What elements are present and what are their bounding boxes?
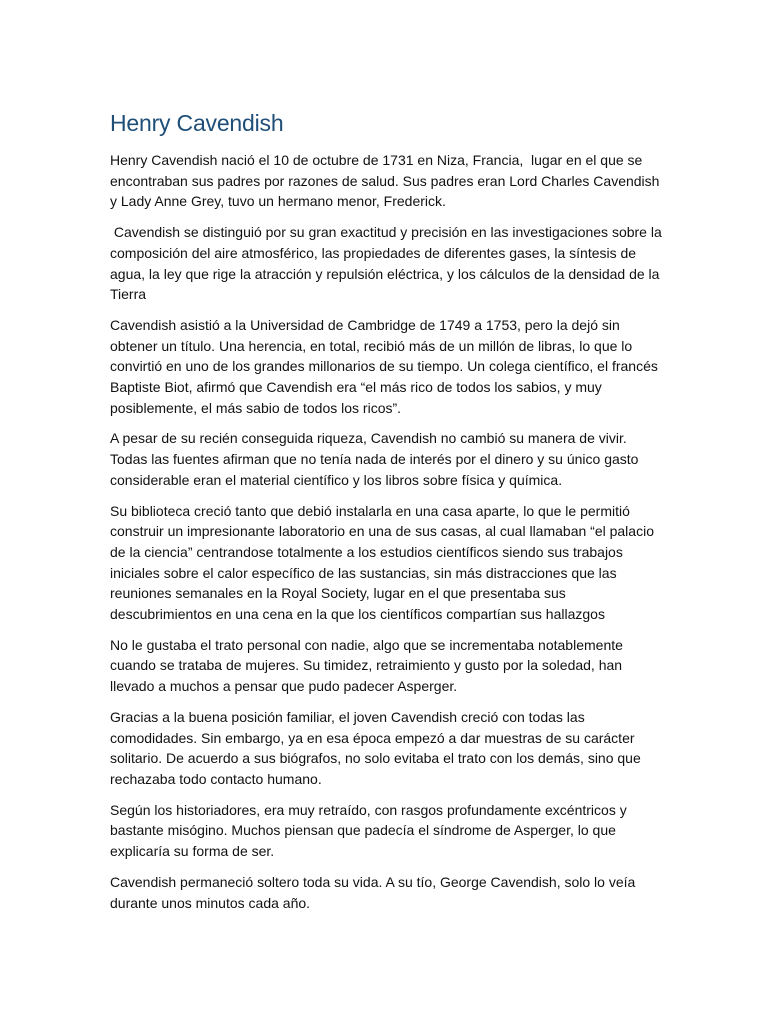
paragraph-birth: Henry Cavendish nació el 10 de octubre de 1731 en Niza, Francia, lugar en el que se encontraban sus padres por razones de salud. Sus padres eran Lord Charles Cavendish y Lady Anne Grey, tuvo un hermano menor, Frederick. <box>110 152 664 210</box>
paragraph-education: Cavendish asistió a la Universidad de Cambridge de 1749 a 1753, pero la dejó sin obtener un título. Una herencia, en total, recibió más de un millón de libras, lo que lo convirtió en uno de los grandes millonarios de su tiempo. Un colega científico, el francés Baptiste Biot, afirmó que Cavendish era “el más rico de todos los sabios, y muy posiblemente, el más sabio de todos los ricos”. <box>110 316 662 416</box>
paragraph-youth: Gracias a la buena posición familiar, el joven Cavendish creció con todas las comodidades. Sin embargo, ya en esa época empezó a dar muestras de su carácter solitario. De acuerdo a sus biógrafos, no solo evitaba el trato con los demás, sino que rechazaba todo contacto humano. <box>110 708 645 787</box>
document-title: Henry Cavendish <box>110 110 284 136</box>
paragraph-research: Cavendish se distinguió por su gran exactitud y precisión en las investigaciones sobre la composición del aire atmosférico, las propiedades de diferentes gases, la síntesis de agua, la ley que rige la atracción y repulsión eléctrica, y los cálculos de la densidad de la Tierra <box>110 224 666 303</box>
paragraph-wealth: A pesar de su recién conseguida riqueza, Cavendish no cambió su manera de vivir. Todas las fuentes afirman que no tenía nada de interés por el dinero y su único gasto considerable eran el material científico y los libros sobre física y química. <box>110 430 643 488</box>
paragraph-single-life: Cavendish permaneció soltero toda su vida. A su tío, George Cavendish, solo lo veía durante unos minutos cada año. <box>110 873 640 911</box>
paragraph-historians: Según los historiadores, era muy retraído, con rasgos profundamente excéntricos y bastante misógino. Muchos piensan que padecía el síndrome de Asperger, lo que explicaría su forma de ser. <box>110 801 631 860</box>
document-page <box>110 106 666 923</box>
paragraph-library: Su biblioteca creció tanto que debió instalarla en una casa aparte, lo que le permitió construir un impresionante laboratorio en una de sus casas, al cual llamaban “el palacio de la ciencia” centrandose totalmente a los estudios científicos siendo sus trabajos iniciales sobre el calor específico de las sustancias, sin más distracciones que las reuniones semanales en la Royal Society, lugar en el que presentaba sus descubrimientos en una cena en la que los científicos compartían sus hallazgos <box>110 502 658 623</box>
paragraph-personality: No le gustaba el trato personal con nadie, algo que se incrementaba notablemente cuando se trataba de mujeres. Su timidez, retraimiento y gusto por la soledad, han llevado a muchos a pensar que pudo padecer Asperger. <box>110 636 627 695</box>
